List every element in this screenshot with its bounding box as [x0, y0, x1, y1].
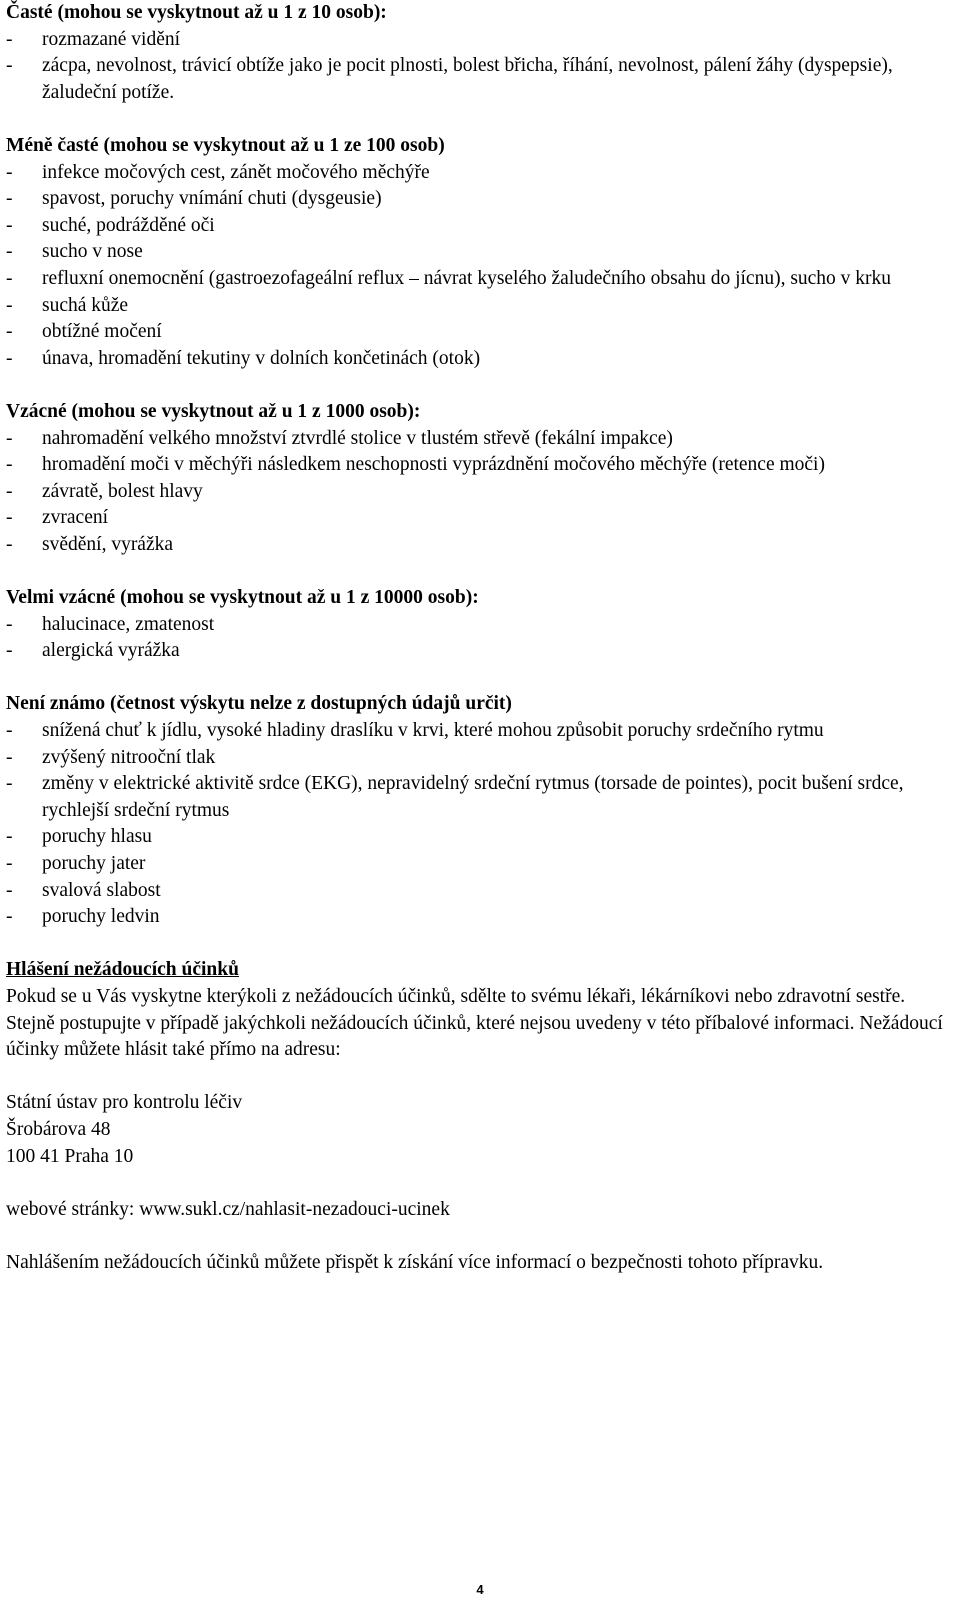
reporting-address [6, 1090, 946, 1170]
list-item: - svědění, vyrážka [6, 532, 946, 559]
address-line: Šrobárova 48 [6, 1118, 111, 1140]
section-rare [6, 399, 946, 559]
section-uncommon [6, 133, 946, 372]
list-item: - rozmazané vidění [6, 27, 946, 54]
list-item: - halucinace, zmatenost [6, 612, 946, 639]
side-effect-list [6, 160, 946, 373]
list-item: - suché, podrážděné oči [6, 213, 946, 240]
leaflet-page [6, 0, 946, 1303]
list-item: - poruchy hlasu [6, 824, 946, 851]
list-item: - poruchy ledvin [6, 904, 946, 931]
list-item: - únava, hromadění tekutiny v dolních končetinách (otok) [6, 346, 946, 373]
list-item: - zácpa, nevolnost, trávicí obtíže jako je pocit plnosti, bolest břicha, říhání, nevolnost, pálení žáhy (dyspepsie), žaludeční potíže. [6, 53, 946, 106]
list-item: - zvýšený nitrooční tlak [6, 745, 946, 772]
section-heading: Velmi vzácné (mohou se vyskytnout až u 1 z 10000 osob): [6, 587, 479, 609]
list-item: - snížená chuť k jídlu, vysoké hladiny draslíku v krvi, které mohou způsobit poruchy srdečního rytmu [6, 718, 946, 745]
section-heading: Vzácné (mohou se vyskytnout až u 1 z 1000 osob): [6, 400, 421, 422]
list-item: - svalová slabost [6, 878, 946, 905]
list-item: - sucho v nose [6, 239, 946, 266]
reporting-website [6, 1197, 946, 1224]
reporting-heading: Hlášení nežádoucích účinků [6, 959, 239, 981]
list-item: - infekce močových cest, zánět močového měchýře [6, 160, 946, 187]
address-line: Státní ústav pro kontrolu léčiv [6, 1092, 243, 1114]
side-effect-list [6, 718, 946, 931]
list-item: - suchá kůže [6, 293, 946, 320]
side-effect-list [6, 27, 946, 107]
list-item: - závratě, bolest hlavy [6, 479, 946, 506]
reporting-closing [6, 1250, 946, 1277]
list-item: - zvracení [6, 505, 946, 532]
side-effect-list [6, 612, 946, 665]
section-heading: Méně časté (mohou se vyskytnout až u 1 ze 100 osob) [6, 134, 445, 156]
website-text: webové stránky: www.sukl.cz/nahlasit-nezadouci-ucinek [6, 1198, 450, 1220]
list-item: - hromadění moči v měchýři následkem neschopnosti vyprázdnění močového měchýře (retence moči) [6, 452, 946, 479]
side-effect-list [6, 426, 946, 559]
list-item: - poruchy jater [6, 851, 946, 878]
reporting-paragraph: Pokud se u Vás vyskytne kterýkoli z nežádoucích účinků, sdělte to svému lékaři, lékárníkovi nebo zdravotní sestře. Stejně postupujte v případě jakýchkoli nežádoucích účinků, které nejsou uvedeny v této příbalové informaci. Nežádoucí účinky můžete hlásit také přímo na adresu: [6, 985, 943, 1061]
address-line: 100 41 Praha 10 [6, 1145, 134, 1167]
list-item: - obtížné močení [6, 319, 946, 346]
section-unknown [6, 691, 946, 930]
page-number: 4 [476, 1582, 484, 1597]
list-item: - refluxní onemocnění (gastroezofageální reflux – návrat kyselého žaludečního obsahu do jícnu), sucho v krku [6, 266, 946, 293]
list-item: - alergická vyrážka [6, 638, 946, 665]
list-item: - změny v elektrické aktivitě srdce (EKG), nepravidelný srdeční rytmus (torsade de pointes), pocit bušení srdce, rychlejší srdeční rytmus [6, 771, 946, 824]
section-heading: Není známo (četnost výskytu nelze z dostupných údajů určit) [6, 693, 512, 715]
section-very-rare [6, 585, 946, 665]
section-common [6, 0, 946, 106]
list-item: - nahromadění velkého množství ztvrdlé stolice v tlustém střevě (fekální impakce) [6, 426, 946, 453]
section-reporting [6, 957, 946, 1063]
section-heading: Časté (mohou se vyskytnout až u 1 z 10 osob): [6, 2, 387, 23]
closing-paragraph: Nahlášením nežádoucích účinků můžete přispět k získání více informací o bezpečnosti tohoto přípravku. [6, 1251, 824, 1273]
list-item: - spavost, poruchy vnímání chuti (dysgeusie) [6, 186, 946, 213]
